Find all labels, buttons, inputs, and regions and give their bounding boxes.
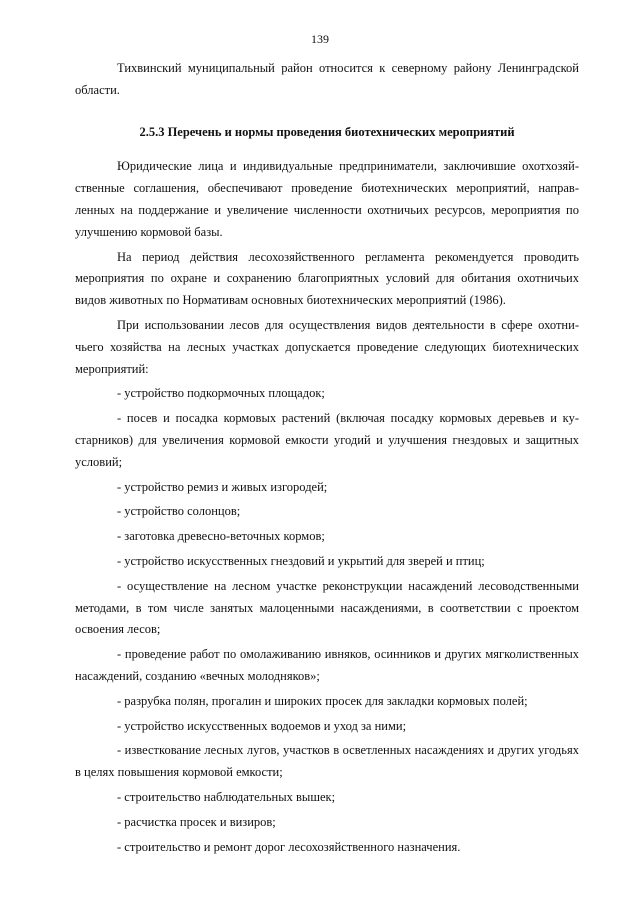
section-heading: 2.5.3 Перечень и нормы проведения биотехнических мероприятий	[139, 124, 515, 139]
list-item: - устройство искусственных водоемов и уход за ними;	[117, 718, 407, 733]
list-item: - посев и посадка кормовых растений (включая посадку кормовых деревьев и кустарников) для увеличения кормовой емкости угодий и улучшения гнездовых и защитных условий;	[75, 411, 579, 469]
list-item: - устройство подкормочных площадок;	[117, 386, 325, 401]
paragraph: Юридические лица и индивидуальные предприниматели, заключившие охотхозяйственные соглашения, обеспечивают проведение биотехнических мероприятий, направленных на поддержание и увеличение численности охотничьих ресурсов, мероприятия по улучшению кормовой базы.	[75, 159, 579, 239]
paragraph: При использовании лесов для осуществления видов деятельности в сфере охотничьего хозяйства на лесных участках допускается проведение следующих биотехнических мероприятий:	[75, 317, 579, 376]
intro-paragraph: Тихвинский муниципальный район относится к северному району Ленинградской области.	[75, 61, 579, 97]
list-item: - заготовка древесно-веточных кормов;	[117, 529, 325, 544]
list-item: - проведение работ по омолаживанию ивняков, осинников и других мягколиственных насаждений, созданию «вечных молодняков»;	[75, 647, 579, 683]
list-item: - известкование лесных лугов, участков в осветленных насаждениях и других угодьях в целях повышения кормовой емкости;	[75, 743, 579, 780]
list-item: - строительство наблюдательных вышек;	[117, 789, 336, 804]
page-number: 139	[311, 32, 329, 46]
list-item: - устройство ремиз и живых изгородей;	[117, 479, 328, 494]
list-item: - строительство и ремонт дорог лесохозяйственного назначения.	[117, 839, 461, 854]
list-item: - разрубка полян, прогалин и широких просек для закладки кормовых полей;	[117, 693, 528, 708]
page-content	[75, 58, 579, 858]
list-item: - осуществление на лесном участке реконструкции насаждений лесоводственными методами, в том числе занятых малоценными насаждениями, в соответствии с проектом освоения лесов;	[75, 578, 579, 637]
list-item: - расчистка просек и визиров;	[117, 814, 276, 829]
list-item: - устройство искусственных гнездовий и укрытий для зверей и птиц;	[117, 553, 485, 568]
paragraph: На период действия лесохозяйственного регламента рекомендуется проводить мероприятия по охране и сохранению благоприятных условий для обитания охотничьих видов животных по Нормативам основных биотехнических мероприятий (1986).	[75, 249, 579, 308]
list-item: - устройство солонцов;	[117, 504, 241, 519]
